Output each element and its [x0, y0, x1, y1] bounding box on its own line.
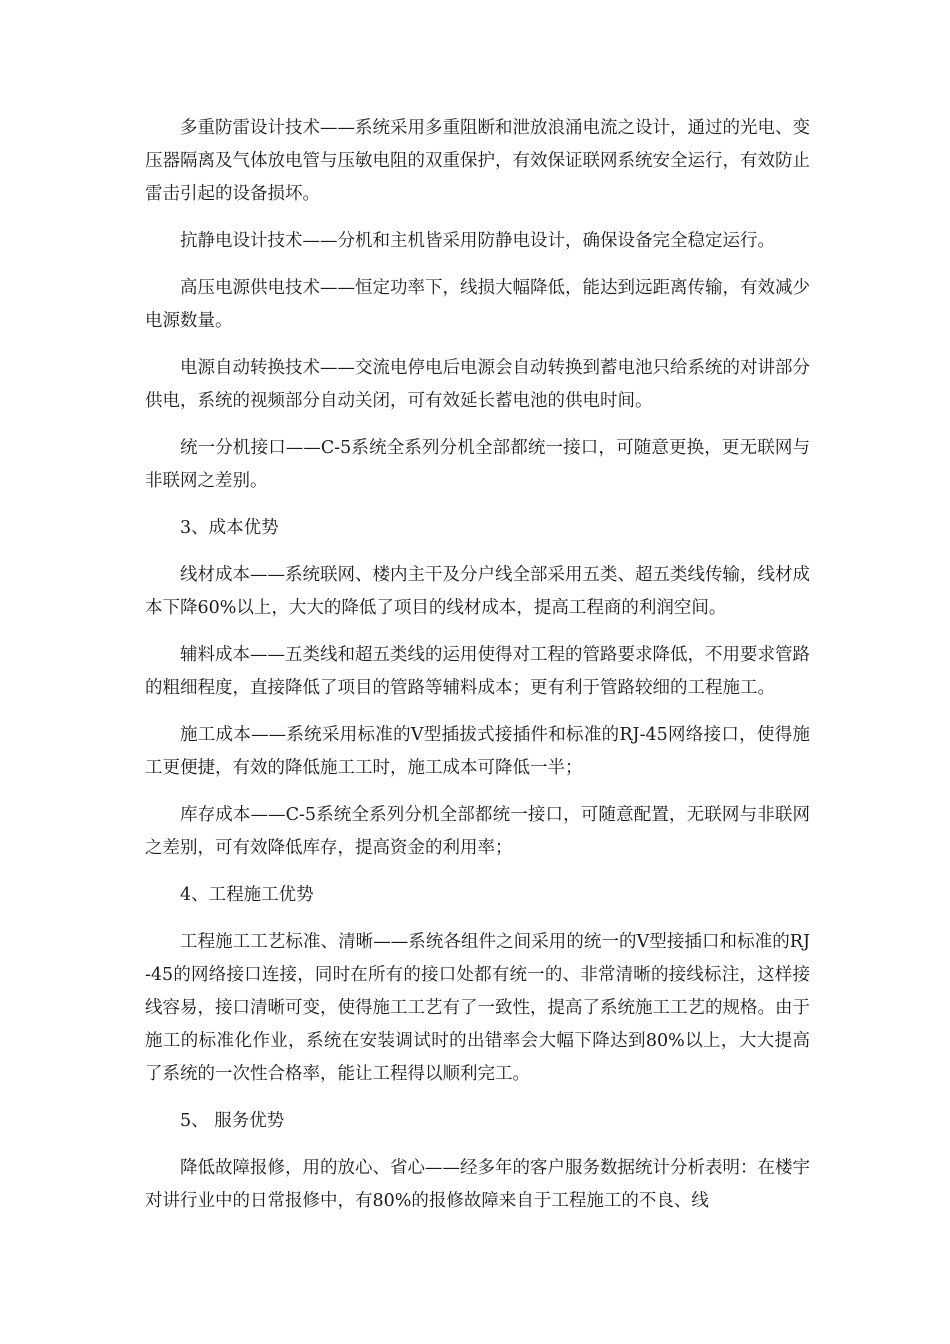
paragraph-auxiliary-cost: 辅料成本——五类线和超五类线的运用使得对工程的管路要求降低，不用要求管路的粗细程度，直接降低了项目的管路等辅料成本；更有利于管路较细的工程施工。 — [145, 645, 810, 698]
paragraph-unified-interface: 统一分机接口——C-5系统全系列分机全部都统一接口，可随意更换，更无联网与非联网之差别。 — [145, 438, 810, 491]
section-heading-cost: 3、成本优势 — [180, 518, 279, 538]
paragraph-high-voltage-power: 高压电源供电技术——恒定功率下，线损大幅降低，能达到远距离传输，有效减少电源数量。 — [145, 278, 810, 331]
paragraph-fault-reduction: 降低故障报修，用的放心、省心——经多年的客户服务数据统计分析表明：在楼宇对讲行业中的日常报修中，有80%的报修故障来自于工程施工的不良、线 — [145, 1158, 810, 1211]
paragraph-wire-cost: 线材成本——系统联网、楼内主干及分户线全部采用五类、超五类线传输，线材成本下降60%以上，大大的降低了项目的线材成本，提高工程商的利润空间。 — [145, 565, 810, 618]
paragraph-construction-cost: 施工成本——系统采用标准的V型插拔式接插件和标准的RJ-45网络接口，使得施工更便捷，有效的降低施工工时，施工成本可降低一半； — [145, 725, 810, 778]
paragraph-inventory-cost: 库存成本——C-5系统全系列分机全部都统一接口，可随意配置，无联网与非联网之差别，可有效降低库存，提高资金的利用率； — [145, 805, 810, 858]
paragraph-antistatic: 抗静电设计技术——分机和主机皆采用防静电设计，确保设备完全稳定运行。 — [180, 231, 775, 251]
paragraph-power-switching: 电源自动转换技术——交流电停电后电源会自动转换到蓄电池只给系统的对讲部分供电，系统的视频部分自动关闭，可有效延长蓄电池的供电时间。 — [145, 358, 810, 411]
section-heading-service: 5、 服务优势 — [180, 1111, 285, 1131]
document-body — [145, 112, 810, 1232]
paragraph-lightning-protection: 多重防雷设计技术——系统采用多重阻断和泄放浪涌电流之设计，通过的光电、变压器隔离及气体放电管与压敏电阻的双重保护，有效保证联网系统安全运行，有效防止雷击引起的设备损坏。 — [145, 118, 810, 204]
paragraph-construction-standard: 工程施工工艺标准、清晰——系统各组件之间采用的统一的V型接插口和标准的RJ-45的网络接口连接，同时在所有的接口处都有统一的、非常清晰的接线标注，这样接线容易，接口清晰可变，使得施工工艺有了一致性，提高了系统施工工艺的规格。由于施工的标准化作业，系统在安装调试时的出错率会大幅下降达到80%以上，大大提高了系统的一次性合格率，能让工程得以顺利完工。 — [145, 932, 810, 1084]
section-heading-construction: 4、工程施工优势 — [180, 885, 314, 905]
